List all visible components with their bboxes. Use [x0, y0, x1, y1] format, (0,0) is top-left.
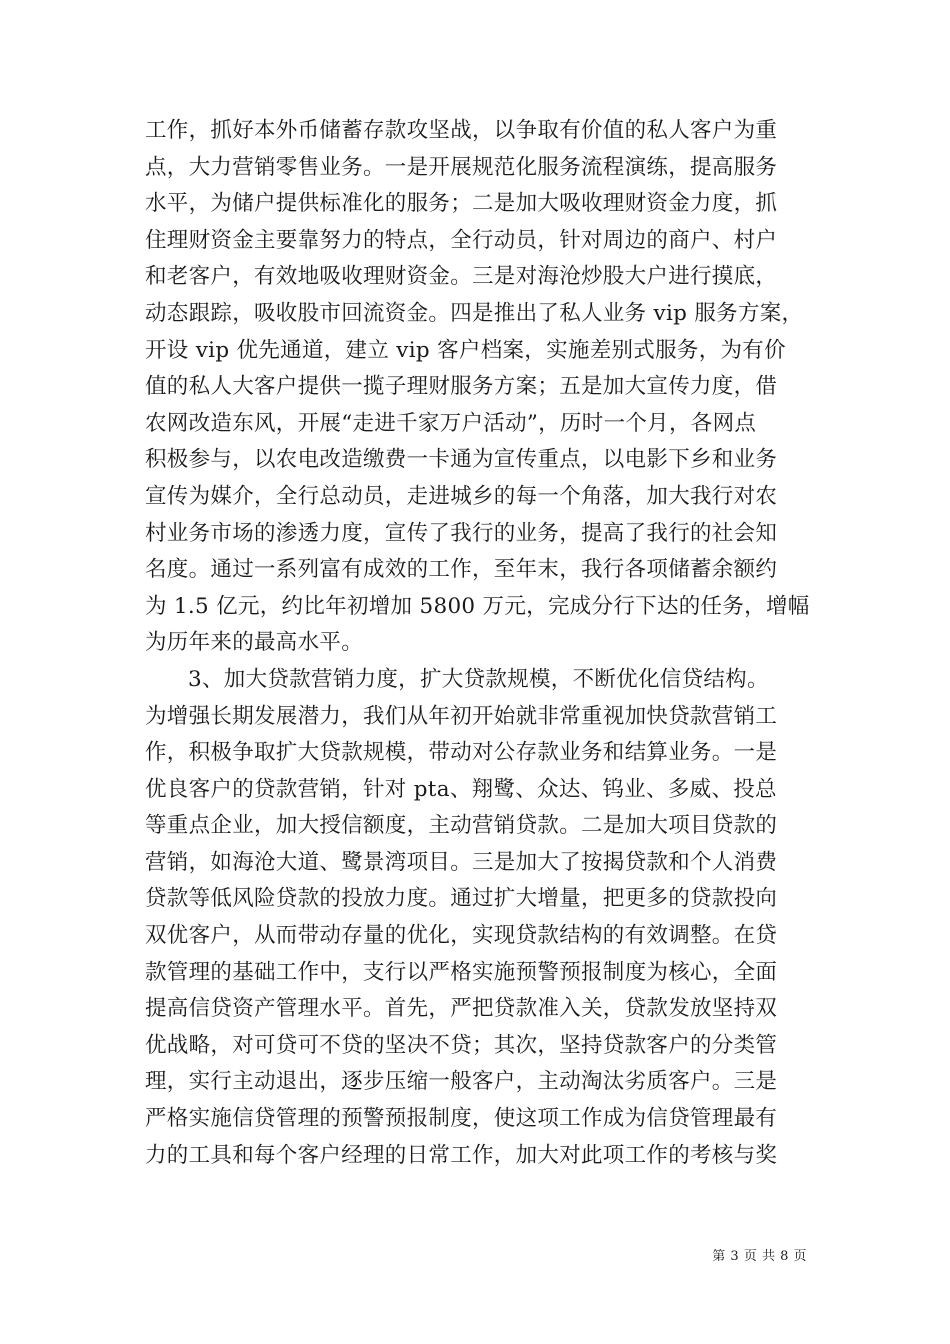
page-number: 第 3 页 共 8 页: [712, 1249, 807, 1264]
document-body: [145, 113, 815, 1174]
text-line: 住理财资金主要靠努力的特点，全行动员，针对周边的商户、村户: [145, 227, 778, 253]
text-line: 提高信贷资产管理水平。首先，严把贷款准入关，贷款发放坚持双: [145, 996, 778, 1022]
text-line: 贷款等低风险贷款的投放力度。通过扩大增量，把更多的贷款投向: [145, 886, 778, 912]
text-line: 值的私人大客户提供一揽子理财服务方案；五是加大宣传力度，借: [145, 374, 778, 400]
text-line: 等重点企业，加大授信额度，主动营销贷款。二是加大项目贷款的: [145, 813, 778, 839]
text-line: 营销，如海沧大道、鹭景湾项目。三是加大了按揭贷款和个人消费: [145, 849, 778, 875]
text-line: 点，大力营销零售业务。一是开展规范化服务流程演练，提高服务: [145, 154, 778, 180]
text-line: 为历年来的最高水平。: [145, 630, 364, 656]
text-line: 优良客户的贷款营销，针对 pta、翔鹭、众达、钨业、多威、投总: [145, 776, 777, 802]
text-line: 名度。通过一系列富有成效的工作，至年末，我行各项储蓄余额约: [145, 557, 778, 583]
text-line: 村业务市场的渗透力度，宣传了我行的业务，提高了我行的社会知: [145, 520, 778, 546]
text-line: 开设 vip 优先通道，建立 vip 客户档案，实施差别式服务，为有价: [145, 337, 786, 363]
text-line: 优战略，对可贷可不贷的坚决不贷；其次，坚持贷款客户的分类管: [145, 1032, 778, 1058]
text-line: 工作，抓好本外币储蓄存款攻坚战，以争取有价值的私人客户为重: [145, 118, 778, 143]
text-line: 宣传为媒介，全行总动员，走进城乡的每一个角落，加大我行对农: [145, 483, 778, 509]
text-line: 严格实施信贷管理的预警预报制度，使这项工作成为信贷管理最有: [145, 1106, 778, 1132]
text-line: 农网改造东风，开展“走进千家万户活动”，历时一个月，各网点: [145, 410, 757, 436]
text-line: 为增强长期发展潜力，我们从年初开始就非常重视加快贷款营销工: [145, 703, 778, 729]
text-line: 款管理的基础工作中，支行以严格实施预警预报制度为核心，全面: [145, 959, 778, 985]
text-line: 为 1.5 亿元，约比年初增加 5800 万元，完成分行下达的任务，增幅: [145, 593, 810, 619]
text-line: 积极参与，以农电改造缴费一卡通为宣传重点，以电影下乡和业务: [145, 447, 778, 473]
text-line: 作，积极争取扩大贷款规模，带动对公存款业务和结算业务。一是: [145, 740, 778, 766]
section-heading-line: 3、加大贷款营销力度，扩大贷款规模，不断优化信贷结构。: [188, 666, 769, 692]
text-line: 理，实行主动退出，逐步压缩一般客户，主动淘汰劣质客户。三是: [145, 1069, 778, 1095]
text-line: 动态跟踪，吸收股市回流资金。四是推出了私人业务 vip 服务方案，: [145, 300, 804, 326]
text-line: 水平，为储户提供标准化的服务；二是加大吸收理财资金力度，抓: [145, 191, 778, 217]
text-line: 力的工具和每个客户经理的日常工作，加大对此项工作的考核与奖: [145, 1142, 778, 1168]
text-line: 和老客户，有效地吸收理财资金。三是对海沧炒股大户进行摸底，: [145, 264, 778, 290]
text-line: 双优客户，从而带动存量的优化，实现贷款结构的有效调整。在贷: [145, 923, 778, 949]
